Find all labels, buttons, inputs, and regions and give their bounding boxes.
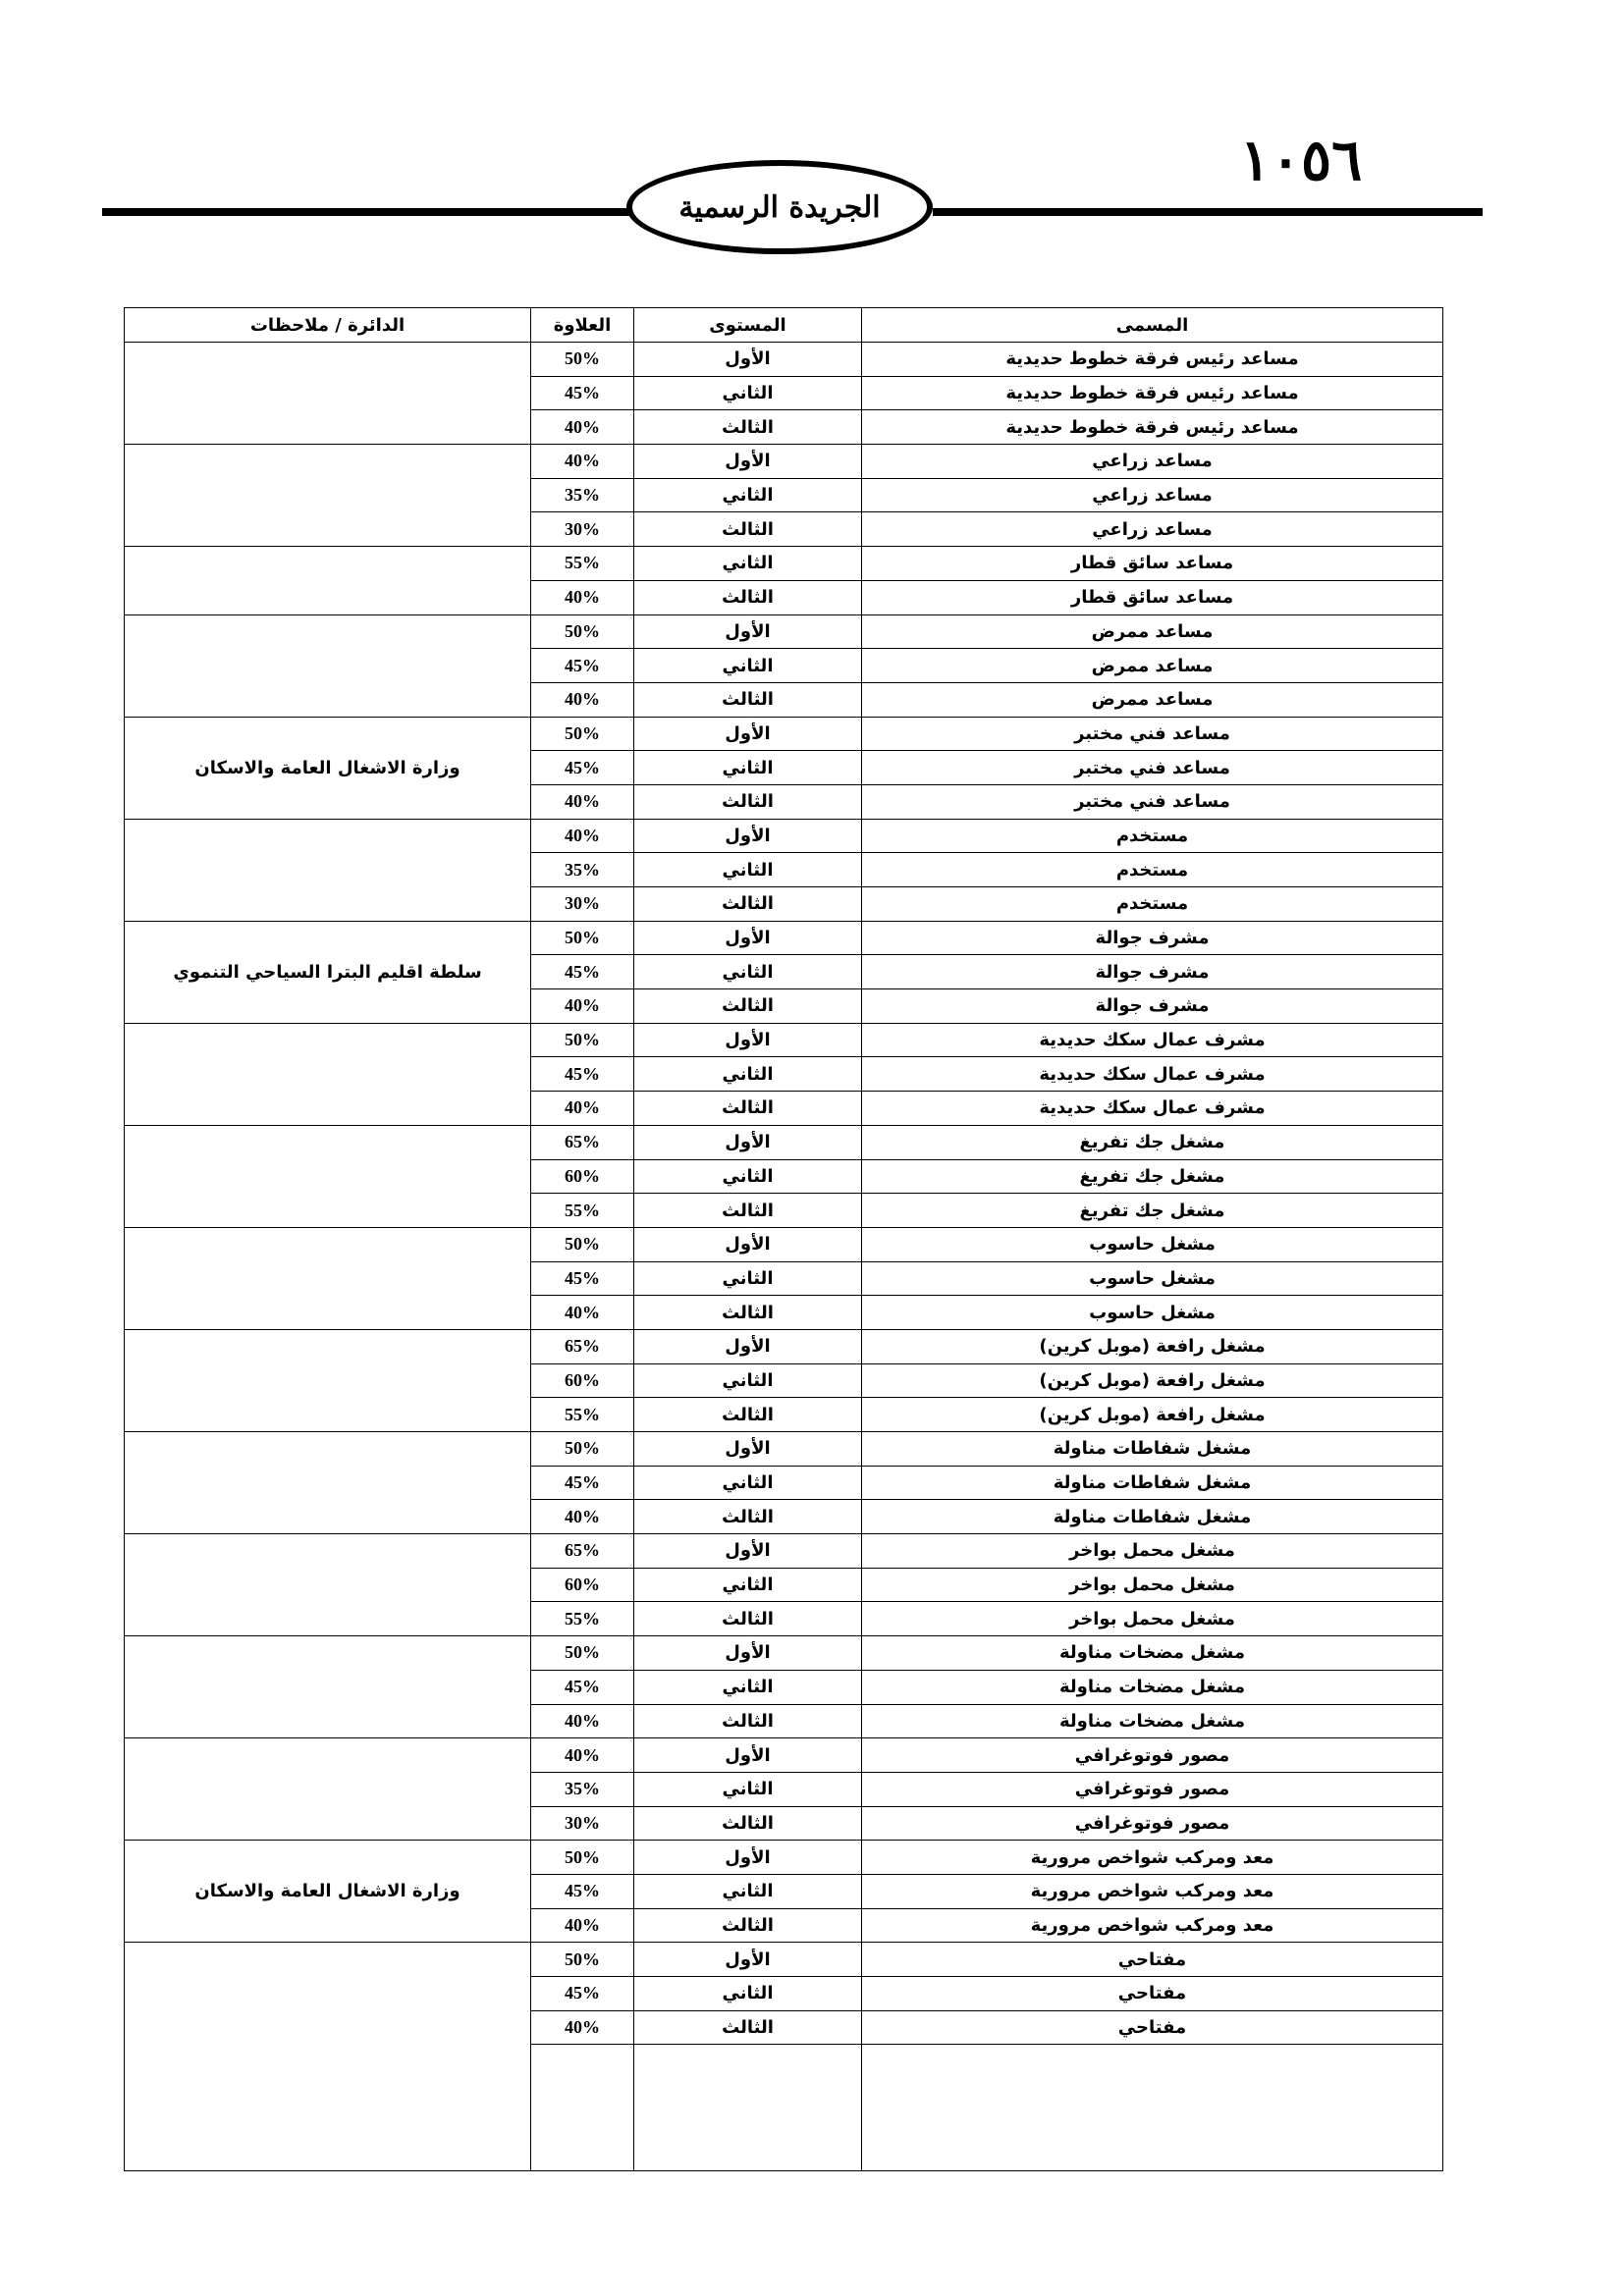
cell-allowance: 60%	[531, 1159, 634, 1194]
cell-level: الثالث	[634, 989, 862, 1024]
cell-notes	[125, 1023, 531, 1125]
cell-level: الثالث	[634, 512, 862, 547]
cell-title: مشغل جك تفريغ	[862, 1194, 1443, 1228]
cell-title: مشرف عمال سكك حديدية	[862, 1023, 1443, 1057]
cell-allowance: 50%	[531, 1636, 634, 1671]
cell-title: مشغل شفاطات مناولة	[862, 1432, 1443, 1467]
cell-level: الأول	[634, 1738, 862, 1773]
cell-level: الأول	[634, 1125, 862, 1159]
cell-title: مستخدم	[862, 853, 1443, 887]
cell-allowance: 60%	[531, 1363, 634, 1398]
cell-title: مصور فوتوغرافي	[862, 1806, 1443, 1841]
header-rule-right	[933, 208, 1483, 216]
cell-allowance: 60%	[531, 1568, 634, 1602]
table-row	[125, 1738, 1443, 1773]
cell-notes	[125, 1534, 531, 1636]
cell-level: الثالث	[634, 1908, 862, 1943]
cell-title: مشغل شفاطات مناولة	[862, 1466, 1443, 1500]
cell-notes: سلطة اقليم البترا السياحي التنموي	[125, 921, 531, 1023]
cell-allowance: 40%	[531, 445, 634, 479]
empty-cell	[634, 2045, 862, 2171]
cell-level: الثالث	[634, 1296, 862, 1330]
cell-level: الثاني	[634, 1670, 862, 1704]
cell-title: مساعد ممرض	[862, 649, 1443, 683]
cell-allowance: 40%	[531, 1908, 634, 1943]
cell-allowance: 55%	[531, 547, 634, 581]
cell-title: مشغل مضخات مناولة	[862, 1704, 1443, 1738]
table-row	[125, 1943, 1443, 1977]
cell-allowance: 40%	[531, 784, 634, 819]
cell-allowance: 45%	[531, 955, 634, 989]
cell-allowance: 45%	[531, 1057, 634, 1092]
cell-title: مشرف عمال سكك حديدية	[862, 1057, 1443, 1092]
cell-level: الأول	[634, 921, 862, 955]
table-row	[125, 547, 1443, 581]
cell-notes	[125, 1636, 531, 1738]
cell-level: الثالث	[634, 1500, 862, 1534]
cell-allowance: 50%	[531, 343, 634, 377]
cell-allowance: 40%	[531, 819, 634, 853]
table-row	[125, 445, 1443, 479]
cell-title: مساعد رئيس فرقة خطوط حديدية	[862, 376, 1443, 410]
cell-allowance: 50%	[531, 1023, 634, 1057]
cell-level: الثالث	[634, 2010, 862, 2045]
cell-level: الثاني	[634, 547, 862, 581]
cell-title: مشرف جوالة	[862, 955, 1443, 989]
cell-allowance: 45%	[531, 1670, 634, 1704]
cell-allowance: 65%	[531, 1329, 634, 1363]
cell-level: الثالث	[634, 1398, 862, 1432]
cell-title: مفتاحي	[862, 2010, 1443, 2045]
cell-level: الأول	[634, 1943, 862, 1977]
cell-title: مشغل مضخات مناولة	[862, 1636, 1443, 1671]
cell-title: مساعد ممرض	[862, 682, 1443, 717]
cell-level: الثاني	[634, 376, 862, 410]
cell-allowance: 50%	[531, 717, 634, 751]
cell-title: مشغل حاسوب	[862, 1296, 1443, 1330]
table-row	[125, 1432, 1443, 1467]
cell-level: الأول	[634, 1636, 862, 1671]
cell-title: مساعد زراعي	[862, 478, 1443, 512]
cell-level: الثاني	[634, 751, 862, 785]
cell-level: الأول	[634, 717, 862, 751]
cell-allowance: 55%	[531, 1398, 634, 1432]
cell-notes: وزارة الاشغال العامة والاسكان	[125, 1841, 531, 1943]
cell-level: الثالث	[634, 784, 862, 819]
allowances-table	[124, 307, 1443, 2171]
cell-allowance: 50%	[531, 614, 634, 649]
cell-level: الأول	[634, 1841, 862, 1875]
cell-title: مشغل محمل بواخر	[862, 1534, 1443, 1569]
header-notes: الدائرة / ملاحظات	[125, 308, 531, 343]
header-level: المستوى	[634, 308, 862, 343]
cell-title: مفتاحي	[862, 1977, 1443, 2011]
header-allowance: العلاوة	[531, 308, 634, 343]
cell-allowance: 65%	[531, 1534, 634, 1569]
cell-title: مشرف جوالة	[862, 989, 1443, 1024]
cell-level: الثاني	[634, 1057, 862, 1092]
cell-level: الثالث	[634, 682, 862, 717]
cell-allowance: 40%	[531, 580, 634, 614]
cell-title: مشغل شفاطات مناولة	[862, 1500, 1443, 1534]
header-title: المسمى	[862, 308, 1443, 343]
table-row	[125, 343, 1443, 377]
gazette-title-oval	[626, 160, 933, 254]
cell-title: مساعد فني مختبر	[862, 717, 1443, 751]
table-row	[125, 1329, 1443, 1363]
cell-allowance: 50%	[531, 1432, 634, 1467]
cell-level: الأول	[634, 1432, 862, 1467]
cell-allowance: 45%	[531, 1874, 634, 1908]
cell-allowance: 45%	[531, 1261, 634, 1296]
cell-title: مستخدم	[862, 887, 1443, 922]
cell-notes	[125, 445, 531, 547]
cell-title: مساعد فني مختبر	[862, 751, 1443, 785]
cell-title: مساعد رئيس فرقة خطوط حديدية	[862, 343, 1443, 377]
cell-title: مساعد سائق قطار	[862, 547, 1443, 581]
header-rule-left	[102, 208, 638, 216]
cell-notes	[125, 547, 531, 614]
cell-level: الأول	[634, 1534, 862, 1569]
cell-level: الثالث	[634, 1092, 862, 1126]
cell-allowance: 45%	[531, 751, 634, 785]
table-row	[125, 819, 1443, 853]
cell-allowance: 40%	[531, 2010, 634, 2045]
page-number: ١٠٥٦	[1239, 127, 1363, 193]
table-row	[125, 717, 1443, 751]
cell-allowance: 55%	[531, 1602, 634, 1636]
cell-title: معد ومركب شواخص مرورية	[862, 1841, 1443, 1875]
cell-allowance: 40%	[531, 1738, 634, 1773]
cell-level: الثاني	[634, 478, 862, 512]
table-row	[125, 614, 1443, 649]
cell-title: معد ومركب شواخص مرورية	[862, 1874, 1443, 1908]
cell-allowance: 50%	[531, 921, 634, 955]
cell-title: مساعد سائق قطار	[862, 580, 1443, 614]
cell-allowance: 30%	[531, 887, 634, 922]
cell-level: الأول	[634, 343, 862, 377]
cell-level: الأول	[634, 1023, 862, 1057]
cell-level: الأول	[634, 1227, 862, 1261]
cell-title: مشرف جوالة	[862, 921, 1443, 955]
cell-title: مساعد رئيس فرقة خطوط حديدية	[862, 410, 1443, 445]
cell-notes	[125, 614, 531, 717]
cell-level: الأول	[634, 1329, 862, 1363]
cell-allowance: 55%	[531, 1194, 634, 1228]
cell-allowance: 45%	[531, 1466, 634, 1500]
cell-notes: وزارة الاشغال العامة والاسكان	[125, 717, 531, 819]
cell-allowance: 35%	[531, 1772, 634, 1806]
cell-allowance: 65%	[531, 1125, 634, 1159]
cell-title: مساعد ممرض	[862, 614, 1443, 649]
cell-title: معد ومركب شواخص مرورية	[862, 1908, 1443, 1943]
cell-level: الثاني	[634, 1363, 862, 1398]
cell-allowance: 45%	[531, 376, 634, 410]
cell-level: الثالث	[634, 887, 862, 922]
cell-title: مستخدم	[862, 819, 1443, 853]
cell-allowance: 45%	[531, 649, 634, 683]
cell-level: الثاني	[634, 1261, 862, 1296]
table-row	[125, 1534, 1443, 1569]
cell-title: مساعد زراعي	[862, 512, 1443, 547]
cell-level: الأول	[634, 819, 862, 853]
cell-allowance: 40%	[531, 989, 634, 1024]
cell-title: مشرف عمال سكك حديدية	[862, 1092, 1443, 1126]
table-row	[125, 1636, 1443, 1671]
cell-allowance: 30%	[531, 512, 634, 547]
cell-allowance: 30%	[531, 1806, 634, 1841]
cell-level: الثاني	[634, 1159, 862, 1194]
cell-allowance: 35%	[531, 478, 634, 512]
cell-title: مساعد زراعي	[862, 445, 1443, 479]
cell-title: مساعد فني مختبر	[862, 784, 1443, 819]
cell-allowance: 40%	[531, 1092, 634, 1126]
cell-allowance: 40%	[531, 1296, 634, 1330]
cell-level: الثالث	[634, 580, 862, 614]
cell-notes	[125, 1738, 531, 1841]
cell-level: الثاني	[634, 1466, 862, 1500]
cell-level: الثالث	[634, 410, 862, 445]
cell-notes	[125, 1329, 531, 1431]
cell-notes	[125, 1943, 531, 2171]
table-body	[125, 343, 1443, 2171]
cell-level: الثاني	[634, 1772, 862, 1806]
cell-title: مشغل حاسوب	[862, 1261, 1443, 1296]
cell-allowance: 50%	[531, 1943, 634, 1977]
cell-level: الثاني	[634, 1874, 862, 1908]
table-row	[125, 1227, 1443, 1261]
cell-title: مشغل جك تفريغ	[862, 1125, 1443, 1159]
table-header-row	[125, 308, 1443, 343]
cell-level: الثاني	[634, 955, 862, 989]
cell-level: الثاني	[634, 649, 862, 683]
cell-notes	[125, 1432, 531, 1534]
cell-notes	[125, 819, 531, 921]
cell-title: مصور فوتوغرافي	[862, 1772, 1443, 1806]
cell-level: الأول	[634, 445, 862, 479]
cell-allowance: 40%	[531, 410, 634, 445]
table-row	[125, 1023, 1443, 1057]
cell-allowance: 40%	[531, 1500, 634, 1534]
cell-level: الثاني	[634, 853, 862, 887]
empty-cell	[862, 2045, 1443, 2171]
cell-allowance: 40%	[531, 682, 634, 717]
cell-notes	[125, 1125, 531, 1227]
cell-title: مشغل رافعة (موبل كرين)	[862, 1398, 1443, 1432]
cell-allowance: 50%	[531, 1227, 634, 1261]
table-row	[125, 1841, 1443, 1875]
cell-level: الثاني	[634, 1977, 862, 2011]
cell-notes	[125, 343, 531, 445]
cell-level: الثاني	[634, 1568, 862, 1602]
cell-title: مشغل رافعة (موبل كرين)	[862, 1329, 1443, 1363]
cell-title: مشغل مضخات مناولة	[862, 1670, 1443, 1704]
cell-allowance: 45%	[531, 1977, 634, 2011]
cell-level: الثالث	[634, 1806, 862, 1841]
cell-allowance: 50%	[531, 1841, 634, 1875]
cell-title: مشغل محمل بواخر	[862, 1602, 1443, 1636]
table-row	[125, 1125, 1443, 1159]
cell-level: الأول	[634, 614, 862, 649]
gazette-title: الجريدة الرسمية	[678, 189, 881, 225]
cell-level: الثالث	[634, 1704, 862, 1738]
table-row	[125, 921, 1443, 955]
cell-level: الثالث	[634, 1602, 862, 1636]
cell-allowance: 40%	[531, 1704, 634, 1738]
cell-level: الثالث	[634, 1194, 862, 1228]
cell-title: مفتاحي	[862, 1943, 1443, 1977]
cell-title: مشغل حاسوب	[862, 1227, 1443, 1261]
cell-title: مشغل رافعة (موبل كرين)	[862, 1363, 1443, 1398]
cell-title: مشغل محمل بواخر	[862, 1568, 1443, 1602]
cell-title: مشغل جك تفريغ	[862, 1159, 1443, 1194]
cell-title: مصور فوتوغرافي	[862, 1738, 1443, 1773]
cell-notes	[125, 1227, 531, 1329]
cell-allowance: 35%	[531, 853, 634, 887]
empty-cell	[531, 2045, 634, 2171]
